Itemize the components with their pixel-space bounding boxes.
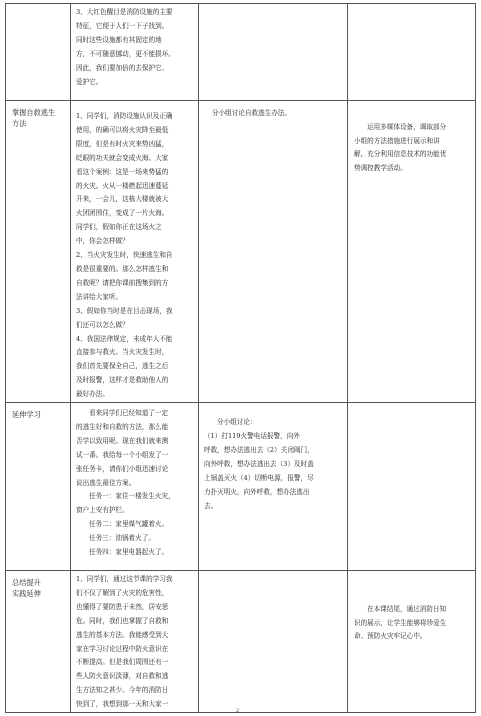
text-line: 呼救，想办法逃出去（2）关闭阀门， bbox=[204, 446, 314, 455]
text-line: 3、大红色醒目是消防设施的主要 bbox=[76, 8, 173, 16]
text-line: 命、预防火灾牢记心中。 bbox=[354, 632, 427, 641]
text-line: 开来，一会儿，这栋大楼就被大 bbox=[76, 195, 169, 204]
text-line: 们还可以怎么做？ bbox=[76, 320, 129, 329]
text-line: 张任务卡，请你们小组迅速讨论 bbox=[76, 464, 169, 473]
text-line: 力扑灭明火，向外呼救，想办法逃出 bbox=[204, 488, 310, 497]
text-line: 的火灾。火从一楼燃起迅速蔓延 bbox=[76, 181, 169, 190]
student-activity-cell bbox=[199, 571, 348, 713]
text-line: 否学以致用呢。现在我们就来测 bbox=[76, 436, 169, 445]
text-line: 生方法知之甚少。今年的消防日 bbox=[76, 686, 169, 695]
text-line: 试一番。我给每一个小组发了一 bbox=[76, 450, 169, 459]
text-line: 爱护它。 bbox=[76, 77, 103, 86]
table-row bbox=[6, 403, 476, 571]
text-line: 限度，但是有时火灾来势凶猛， bbox=[76, 139, 169, 148]
text-line: 火团团围住，变成了一片火海。 bbox=[76, 209, 169, 218]
teacher-activity-cell bbox=[71, 403, 199, 571]
design-intent-cell bbox=[348, 403, 476, 571]
text-line: 自救呢？请把你课前搜集到的方 bbox=[76, 278, 169, 287]
stage-label: 实践延伸 bbox=[12, 589, 41, 599]
text-line: 危。同时，我们也掌握了自救和 bbox=[76, 616, 169, 625]
stage-label: 方法 bbox=[12, 119, 27, 128]
stage-label: 总结提升 bbox=[12, 578, 41, 588]
text-line: 在本课结尾，通过消防日知 bbox=[367, 605, 447, 614]
text-line: 使用，的确可以将火灾降至最低 bbox=[76, 125, 169, 134]
task-item: 窗户上安有护栏。 bbox=[76, 506, 129, 515]
task-item: 任务一：家住一楼发生火灾， bbox=[89, 492, 175, 501]
text-line: 2、当火灾发生时，快速逃生和自 bbox=[76, 251, 173, 260]
design-intent-cell bbox=[348, 571, 476, 713]
table-row bbox=[6, 101, 476, 403]
text-line: 法讲给大家听。 bbox=[76, 292, 123, 301]
design-intent-cell bbox=[348, 4, 476, 101]
student-activity-cell bbox=[199, 4, 348, 101]
text-line: 最好办法。 bbox=[76, 390, 109, 399]
text-line: 不断提高。但是我们周围还有一 bbox=[76, 658, 169, 667]
student-activity-text: 分小组讨论自救逃生办法。 bbox=[212, 109, 292, 117]
teacher-activity-cell bbox=[71, 571, 199, 713]
text-line: 识的展示，让学生能够将珍爱生 bbox=[354, 618, 447, 627]
text-line: 我们首先要保全自己，逃生之后 bbox=[76, 362, 169, 371]
lesson-plan-table bbox=[5, 3, 476, 713]
text-line: （1）打119火警电话报警，向外 bbox=[204, 432, 300, 441]
stage-cell bbox=[6, 4, 71, 101]
text-line: 同学们，假如你正在这场火之 bbox=[76, 223, 162, 232]
text-line: 看来同学们已经知道了一定 bbox=[89, 409, 169, 418]
table-row bbox=[6, 571, 476, 713]
text-line: 因此，我们要加倍的去保护它、 bbox=[76, 63, 169, 72]
text-line: 4、我国法律规定，未成年人不能 bbox=[76, 334, 173, 343]
text-line: 解，充分利用信息技术的功能优 bbox=[354, 150, 447, 158]
text-line: 特征，它便于人们一下子找到。 bbox=[76, 21, 169, 30]
text-line: 3、假如你当时是在目击现场，我 bbox=[76, 306, 173, 315]
text-line: 及时报警，这样才是救助他人的 bbox=[76, 376, 169, 385]
text-line: 也懂得了要防患于未然，居安思 bbox=[76, 602, 169, 611]
stage-cell bbox=[6, 101, 71, 403]
text-line: 去。 bbox=[204, 502, 218, 511]
task-item: 任务二：家里煤气罐着火。 bbox=[89, 520, 169, 529]
text-line: 方，不可随意挪动，更不能损坏。 bbox=[76, 49, 175, 58]
stage-cell bbox=[6, 403, 71, 571]
text-line: 家在学习讨论过程中防火意识在 bbox=[76, 644, 169, 653]
text-line: 们不仅了解到了火灾的危害性， bbox=[76, 588, 169, 597]
text-line: 逃生的基本方法。我能感受到大 bbox=[76, 630, 169, 639]
stage-label: 延伸学习 bbox=[12, 410, 41, 420]
student-activity-cell bbox=[199, 403, 348, 571]
text-line: 些人防火意识淡薄，对自救和逃 bbox=[76, 672, 169, 681]
text-line: 小组的方法措施进行展示和讲 bbox=[354, 136, 440, 145]
task-item: 任务四：家里电器起火了。 bbox=[89, 548, 169, 557]
text-line: 1、同学们，通过这节课的学习我 bbox=[76, 575, 173, 584]
text-line: 说出逃生最佳方案。 bbox=[76, 478, 136, 487]
student-activity-cell bbox=[199, 101, 348, 403]
text-line: 直接参与救火。当火灾发生时， bbox=[76, 348, 169, 357]
stage-label: 掌握自救逃生 bbox=[12, 108, 56, 117]
text-line: 中，你会怎样做？ bbox=[76, 237, 129, 246]
design-intent-cell bbox=[348, 101, 476, 403]
text-line: 看这个案例：这是一场来势猛的 bbox=[76, 167, 169, 176]
text-line: 1、同学们，消防设施认识及正确 bbox=[76, 112, 173, 120]
table-row bbox=[6, 4, 476, 101]
teacher-activity-cell bbox=[71, 4, 199, 101]
teacher-activity-cell bbox=[71, 101, 199, 403]
text-line: 眨眼的功夫就会变成火海。大家 bbox=[76, 153, 169, 162]
text-line: 运用多媒体设备，调取部分 bbox=[367, 123, 447, 131]
text-line: 分小组讨论： bbox=[217, 418, 257, 427]
text-line: 同时这些设施都有其固定的地 bbox=[76, 35, 162, 44]
task-item: 任务三：油锅着火了。 bbox=[89, 534, 155, 543]
text-line: 上锅盖灭火（4）切断电源，报警，尽 bbox=[204, 474, 314, 483]
text-line: 快到了，我想到那一天和大家一 bbox=[76, 700, 169, 709]
stage-cell bbox=[6, 571, 71, 713]
page-number: 2 bbox=[236, 708, 240, 714]
text-line: 的逃生好和自救的方法，那么能 bbox=[76, 422, 169, 431]
text-line: 向外呼救，想办法逃出去（3）及时盖 bbox=[204, 460, 314, 469]
text-line: 势调控教学活动。 bbox=[354, 163, 407, 172]
text-line: 救是很重要的。那么怎样逃生和 bbox=[76, 264, 169, 273]
